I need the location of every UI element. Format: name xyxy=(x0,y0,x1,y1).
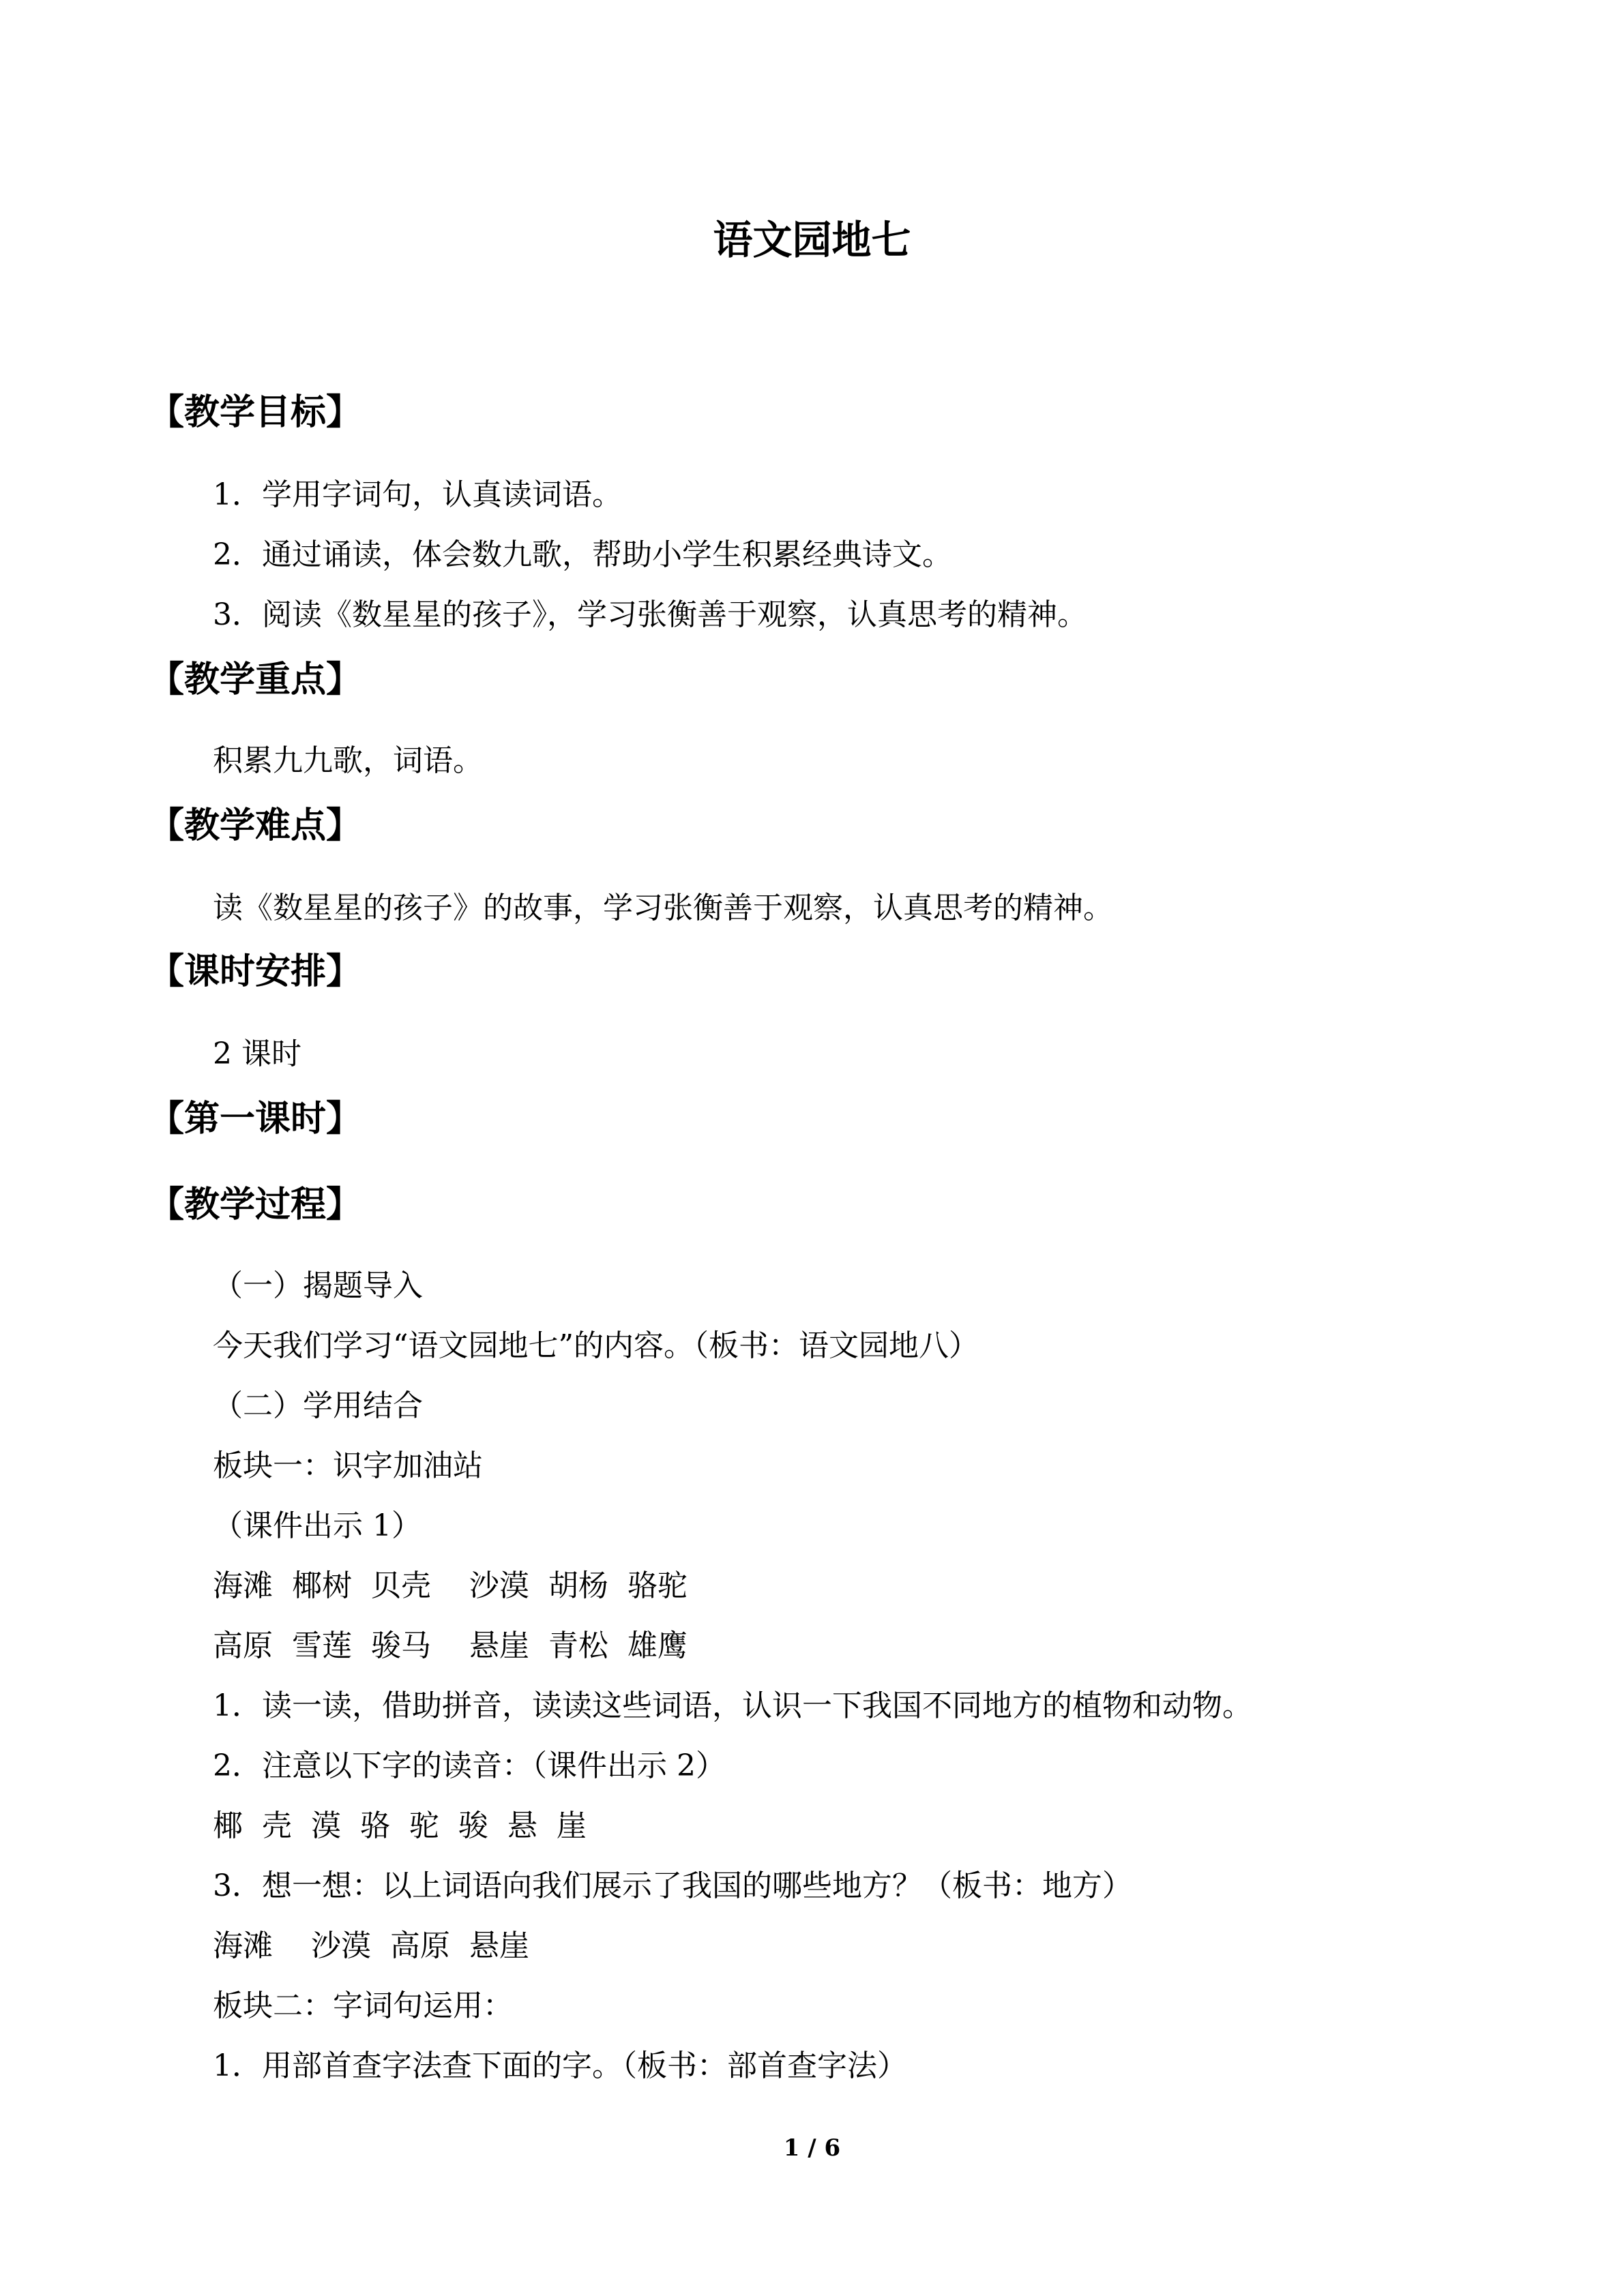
difficulties-text: 读《数星星的孩子》的故事，学习张衡善于观察，认真思考的精神。 xyxy=(213,891,1113,925)
process-line: 板块二：字词句运用： xyxy=(213,1988,513,2023)
process-line: 3．想一想：以上词语向我们展示了我国的哪些地方？（板书：地方） xyxy=(213,1868,1132,1903)
process-line: （二）学用结合 xyxy=(213,1388,423,1423)
process-line: 板块一：识字加油站 xyxy=(213,1448,483,1483)
process-line: （一）揭题导入 xyxy=(213,1268,423,1303)
process-line: 1．读一读，借助拼音，读读这些词语，认识一下我国不同地方的植物和动物。 xyxy=(213,1688,1252,1723)
section-heading-schedule: 【课时安排】 xyxy=(149,951,362,992)
section-heading-objectives: 【教学目标】 xyxy=(149,391,362,433)
process-line: 海滩 沙漠 高原 悬崖 xyxy=(213,1928,529,1963)
process-line: 2．注意以下字的读音：（课件出示 2） xyxy=(213,1748,726,1783)
schedule-text: 2 课时 xyxy=(213,1037,301,1071)
process-line: 1．用部首查字法查下面的字。（板书：部首查字法） xyxy=(213,2048,907,2083)
objective-item: 2．通过诵读，体会数九歌，帮助小学生积累经典诗文。 xyxy=(213,537,952,572)
objective-item: 3．阅读《数星星的孩子》，学习张衡善于观察，认真思考的精神。 xyxy=(213,597,1087,632)
section-heading-key-points: 【教学重点】 xyxy=(149,659,362,700)
section-heading-first-lesson: 【第一课时】 xyxy=(149,1098,362,1139)
key-points-text: 积累九九歌，词语。 xyxy=(213,743,483,778)
page-number: 1 / 6 xyxy=(783,2134,841,2162)
document-title: 语文园地七 xyxy=(713,217,911,263)
objective-item: 1．学用字词句，认真读词语。 xyxy=(213,477,622,512)
section-heading-difficulties: 【教学难点】 xyxy=(149,805,362,846)
process-line: （课件出示 1） xyxy=(213,1508,422,1543)
process-line: 今天我们学习“语文园地七”的内容。（板书：语文园地八） xyxy=(213,1328,979,1363)
process-line: 椰 壳 漠 骆 驼 骏 悬 崖 xyxy=(213,1808,587,1843)
section-heading-process: 【教学过程】 xyxy=(149,1184,362,1225)
process-line: 海滩 椰树 贝壳 沙漠 胡杨 骆驼 xyxy=(213,1568,688,1603)
process-line: 高原 雪莲 骏马 悬崖 青松 雄鹰 xyxy=(213,1628,688,1663)
